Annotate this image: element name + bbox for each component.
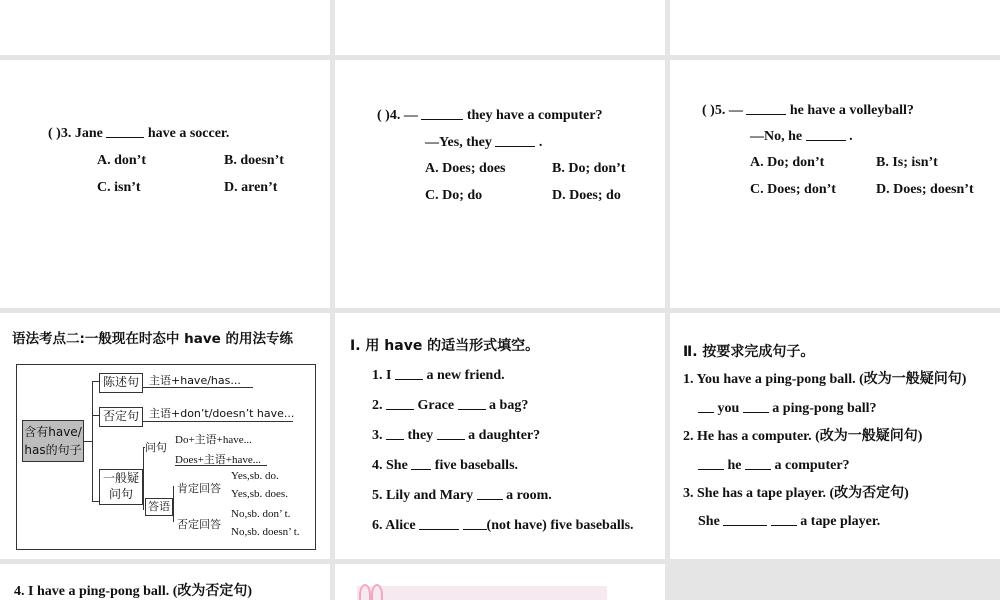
general-question-box: 一般疑 问句 [99,469,143,505]
q5-stem-pre: ( )5. — [702,103,743,118]
question-rule-1: Do+主语+have... [175,434,252,446]
q3-stem-post: have a soccer. [147,126,230,141]
part2-blank-3a[interactable] [723,525,767,526]
q4-option-a[interactable]: A. Does; does [425,161,506,176]
question-rule-2: Does+主语+have... [175,454,262,466]
decorative-graphic [357,586,607,600]
part1-blank-2b[interactable] [458,409,486,410]
q5-blank-2[interactable] [806,140,846,141]
answer-box: 答语 [145,498,173,516]
part2-blank-1a[interactable] [698,412,714,413]
part2-answer-1: you a ping-pong ball? [698,402,877,416]
q4-option-b[interactable]: B. Do; don’t [552,161,626,176]
part2-blank-3b[interactable] [771,525,797,526]
negative-box: 否定句 [99,407,143,427]
question-label: 问句 [145,441,167,454]
part2-sentence-3: 3. She has a tape player. (改为否定句) [683,486,909,501]
q4-answer [425,136,542,150]
q5-answer [750,130,853,144]
q5-blank-1[interactable] [746,114,786,115]
q3-blank[interactable] [106,137,144,138]
negative-answer-label: 否定回答 [177,518,221,531]
q4-stem-pre: ( )4. — [377,108,418,123]
negative-rule: 主语+don’t/doesn’t have... [149,407,295,420]
q5-option-d[interactable]: D. Does; doesn’t [876,182,974,197]
q5-option-a[interactable]: A. Do; don’t [750,155,825,170]
q4-blank-2[interactable] [495,146,535,147]
question-3-cell [0,60,330,308]
declarative-box: 陈述句 [99,373,143,393]
q5-option-c[interactable]: C. Does; don’t [750,182,836,197]
q4-stem [377,109,603,123]
part2-title: Ⅱ. 按要求完成句子。 [683,344,815,360]
part1-item-5: 5. Lily and Mary a room. [372,488,552,503]
part2-sentence-1: 1. You have a ping-pong ball. (改为一般疑问句) [683,372,967,387]
q3-option-c[interactable]: C. isn’t [97,180,141,195]
positive-answer-2: Yes,sb. does. [231,488,288,500]
q3-option-b[interactable]: B. doesn’t [224,153,284,168]
bottom-sentence-4: 4. I have a ping-pong ball. (改为否定句) [14,584,253,599]
part1-blank-2a[interactable] [386,409,414,410]
q4-blank-1[interactable] [421,119,463,120]
top-right-cell [670,0,1000,55]
question-4-cell [335,60,665,308]
bunny-ear-icon [371,584,383,600]
positive-answer-label: 肯定回答 [177,482,221,495]
q5-option-b[interactable]: B. Is; isn’t [876,155,938,170]
part1-item-2: 2. Grace a bag? [372,398,529,413]
part1-blank-3b[interactable] [437,439,465,440]
q5-stem-post: he have a volleyball? [789,103,914,118]
q3-option-a[interactable]: A. don’t [97,153,147,168]
part1-item-6: 6. Alice (not have) five baseballs. [372,518,634,533]
q4-stem-post: they have a computer? [466,108,603,123]
part1-blank-3a[interactable] [386,439,404,440]
q5-answer-pre: —No, he [750,129,803,144]
part1-item-3: 3. they a daughter? [372,428,541,443]
part1-item-4: 4. She five baseballs. [372,458,519,473]
q4-option-d[interactable]: D. Does; do [552,188,621,203]
negative-answer-1: No,sb. don’ t. [231,508,291,520]
part1-blank-6b[interactable] [463,529,487,530]
part2-blank-1b[interactable] [743,412,769,413]
part1-blank-1[interactable] [395,379,423,380]
q3-option-d[interactable]: D. aren’t [224,180,278,195]
q4-answer-pre: —Yes, they [425,135,492,150]
part2-blank-2a[interactable] [698,469,724,470]
part1-title: Ⅰ. 用 have 的适当形式填空。 [350,338,540,354]
negative-answer-2: No,sb. doesn’ t. [231,526,300,538]
part1-blank-4[interactable] [411,469,431,470]
bottom-middle-cell [335,564,665,600]
q5-answer-post: . [849,129,853,144]
grammar-title: 语法考点二:一般现在时态中 have 的用法专练 [12,331,293,347]
part2-blank-2b[interactable] [745,469,771,470]
part1-blank-6a[interactable] [419,529,459,530]
q5-stem [702,104,914,118]
grammar-diagram [16,364,316,550]
top-left-cell [0,0,330,55]
q4-option-c[interactable]: C. Do; do [425,188,483,203]
bunny-ear-icon [359,584,371,600]
positive-answer-1: Yes,sb. do. [231,470,279,482]
declarative-rule: 主语+have/has... [149,374,241,387]
part2-sentence-2: 2. He has a computer. (改为一般疑问句) [683,429,923,444]
q3-stem [48,127,229,141]
part1-blank-5[interactable] [477,499,503,500]
part2-answer-2: he a computer? [698,459,850,473]
q4-answer-post: . [538,135,543,150]
part1-item-1: 1. I a new friend. [372,368,505,383]
part2-answer-3: She a tape player. [698,514,881,529]
top-middle-cell [335,0,665,55]
diagram-root: 含有have/ has的句子 [22,420,84,462]
q3-stem-pre: ( )3. Jane [48,126,103,141]
